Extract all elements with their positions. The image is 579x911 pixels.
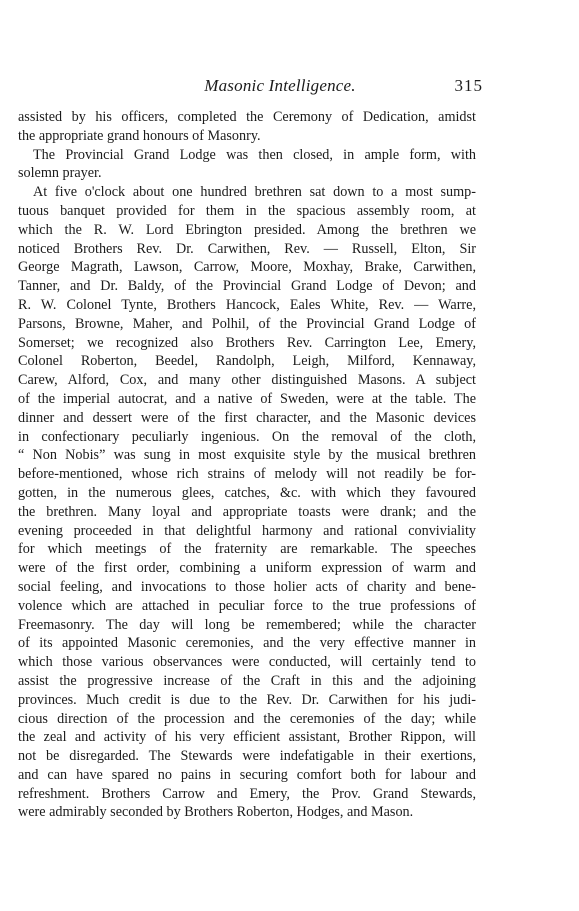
text-line: “ Non Nobis” was sung in most exquisite style by the musical brethren: [18, 447, 476, 464]
text-line: assist the progressive increase of the Craft in this and the adjoining: [18, 672, 476, 689]
text-line: Colonel Roberton, Beedel, Randolph, Leigh, Milford, Kennaway,: [18, 353, 476, 370]
text-line: solemn prayer.: [18, 165, 102, 182]
text-line: provinces. Much credit is due to the Rev. Dr. Carwithen for his judi-: [18, 691, 476, 708]
text-line: Somerset; we recognized also Brothers Rev. Carrington Lee, Emery,: [18, 334, 476, 351]
text-line: gotten, in the numerous glees, catches, &c. with which they favoured: [18, 484, 476, 501]
text-line: were of the first order, combining a uniform expression of warm and: [18, 560, 476, 577]
text-line: Parsons, Browne, Maher, and Polhil, of the Provincial Grand Lodge of: [18, 315, 476, 332]
text-line: refreshment. Brothers Carrow and Emery, the Prov. Grand Stewards,: [18, 785, 476, 802]
text-line: R. W. Colonel Tynte, Brothers Hancock, Eales White, Rev. — Warre,: [18, 296, 476, 313]
text-line: Freemasonry. The day will long be remembered; while the character: [18, 616, 476, 633]
text-line: noticed Brothers Rev. Dr. Carwithen, Rev. — Russell, Elton, Sir: [18, 240, 476, 257]
text-line: evening proceeded in that delightful harmony and rational conviviality: [18, 522, 476, 539]
text-line: of the imperial autocrat, and a native of Sweden, were at the table. The: [18, 390, 476, 407]
text-line: dinner and dessert were of the first character, and the Masonic devices: [18, 409, 476, 426]
page-number: 315: [454, 76, 483, 95]
text-line: not be disregarded. The Stewards were indefatigable in their exertions,: [18, 748, 476, 765]
text-line: The Provincial Grand Lodge was then closed, in ample form, with: [33, 146, 476, 163]
text-line: the appropriate grand honours of Masonry.: [18, 127, 261, 144]
text-line: Carew, Alford, Cox, and many other distinguished Masons. A subject: [18, 372, 476, 389]
text-line: assisted by his officers, completed the Ceremony of Dedication, amidst: [18, 109, 476, 125]
text-line: Tanner, and Dr. Baldy, of the Provincial Grand Lodge of Devon; and: [18, 278, 476, 295]
text-line: for which meetings of the fraternity are remarkable. The speeches: [18, 541, 476, 558]
text-line: the brethren. Many loyal and appropriate toasts were drank; and the: [18, 503, 476, 520]
text-line: tuous banquet provided for them in the spacious assembly room, at: [18, 202, 476, 219]
text-line: which the R. W. Lord Ebrington presided. Among the brethren we: [18, 221, 476, 238]
body-text: [18, 108, 476, 822]
running-title: Masonic Intelligence.: [204, 76, 356, 95]
text-line: of its appointed Masonic ceremonies, and the very effective manner in: [18, 635, 476, 652]
text-line: and can have spared no pains in securing comfort both for labour and: [18, 766, 476, 783]
text-line: social feeling, and invocations to those holier acts of charity and bene-: [18, 578, 476, 595]
text-line: George Magrath, Lawson, Carrow, Moore, Moxhay, Brake, Carwithen,: [18, 259, 476, 276]
text-line: before-mentioned, whose rich strains of melody will not readily be for-: [18, 466, 476, 483]
text-line: volence which are attached in peculiar force to the true professions of: [18, 597, 476, 614]
text-line: At five o'clock about one hundred brethren sat down to a most sump-: [33, 184, 476, 201]
text-line: the zeal and activity of his very efficient assistant, Brother Rippon, will: [18, 729, 476, 746]
text-line: which those various observances were conducted, will certainly tend to: [18, 654, 476, 671]
text-line: cious direction of the procession and the ceremonies of the day; while: [18, 710, 476, 727]
text-line: were admirably seconded by Brothers Roberton, Hodges, and Mason.: [18, 804, 414, 821]
text-line: in confectionary peculiarly ingenious. On the removal of the cloth,: [18, 428, 476, 445]
